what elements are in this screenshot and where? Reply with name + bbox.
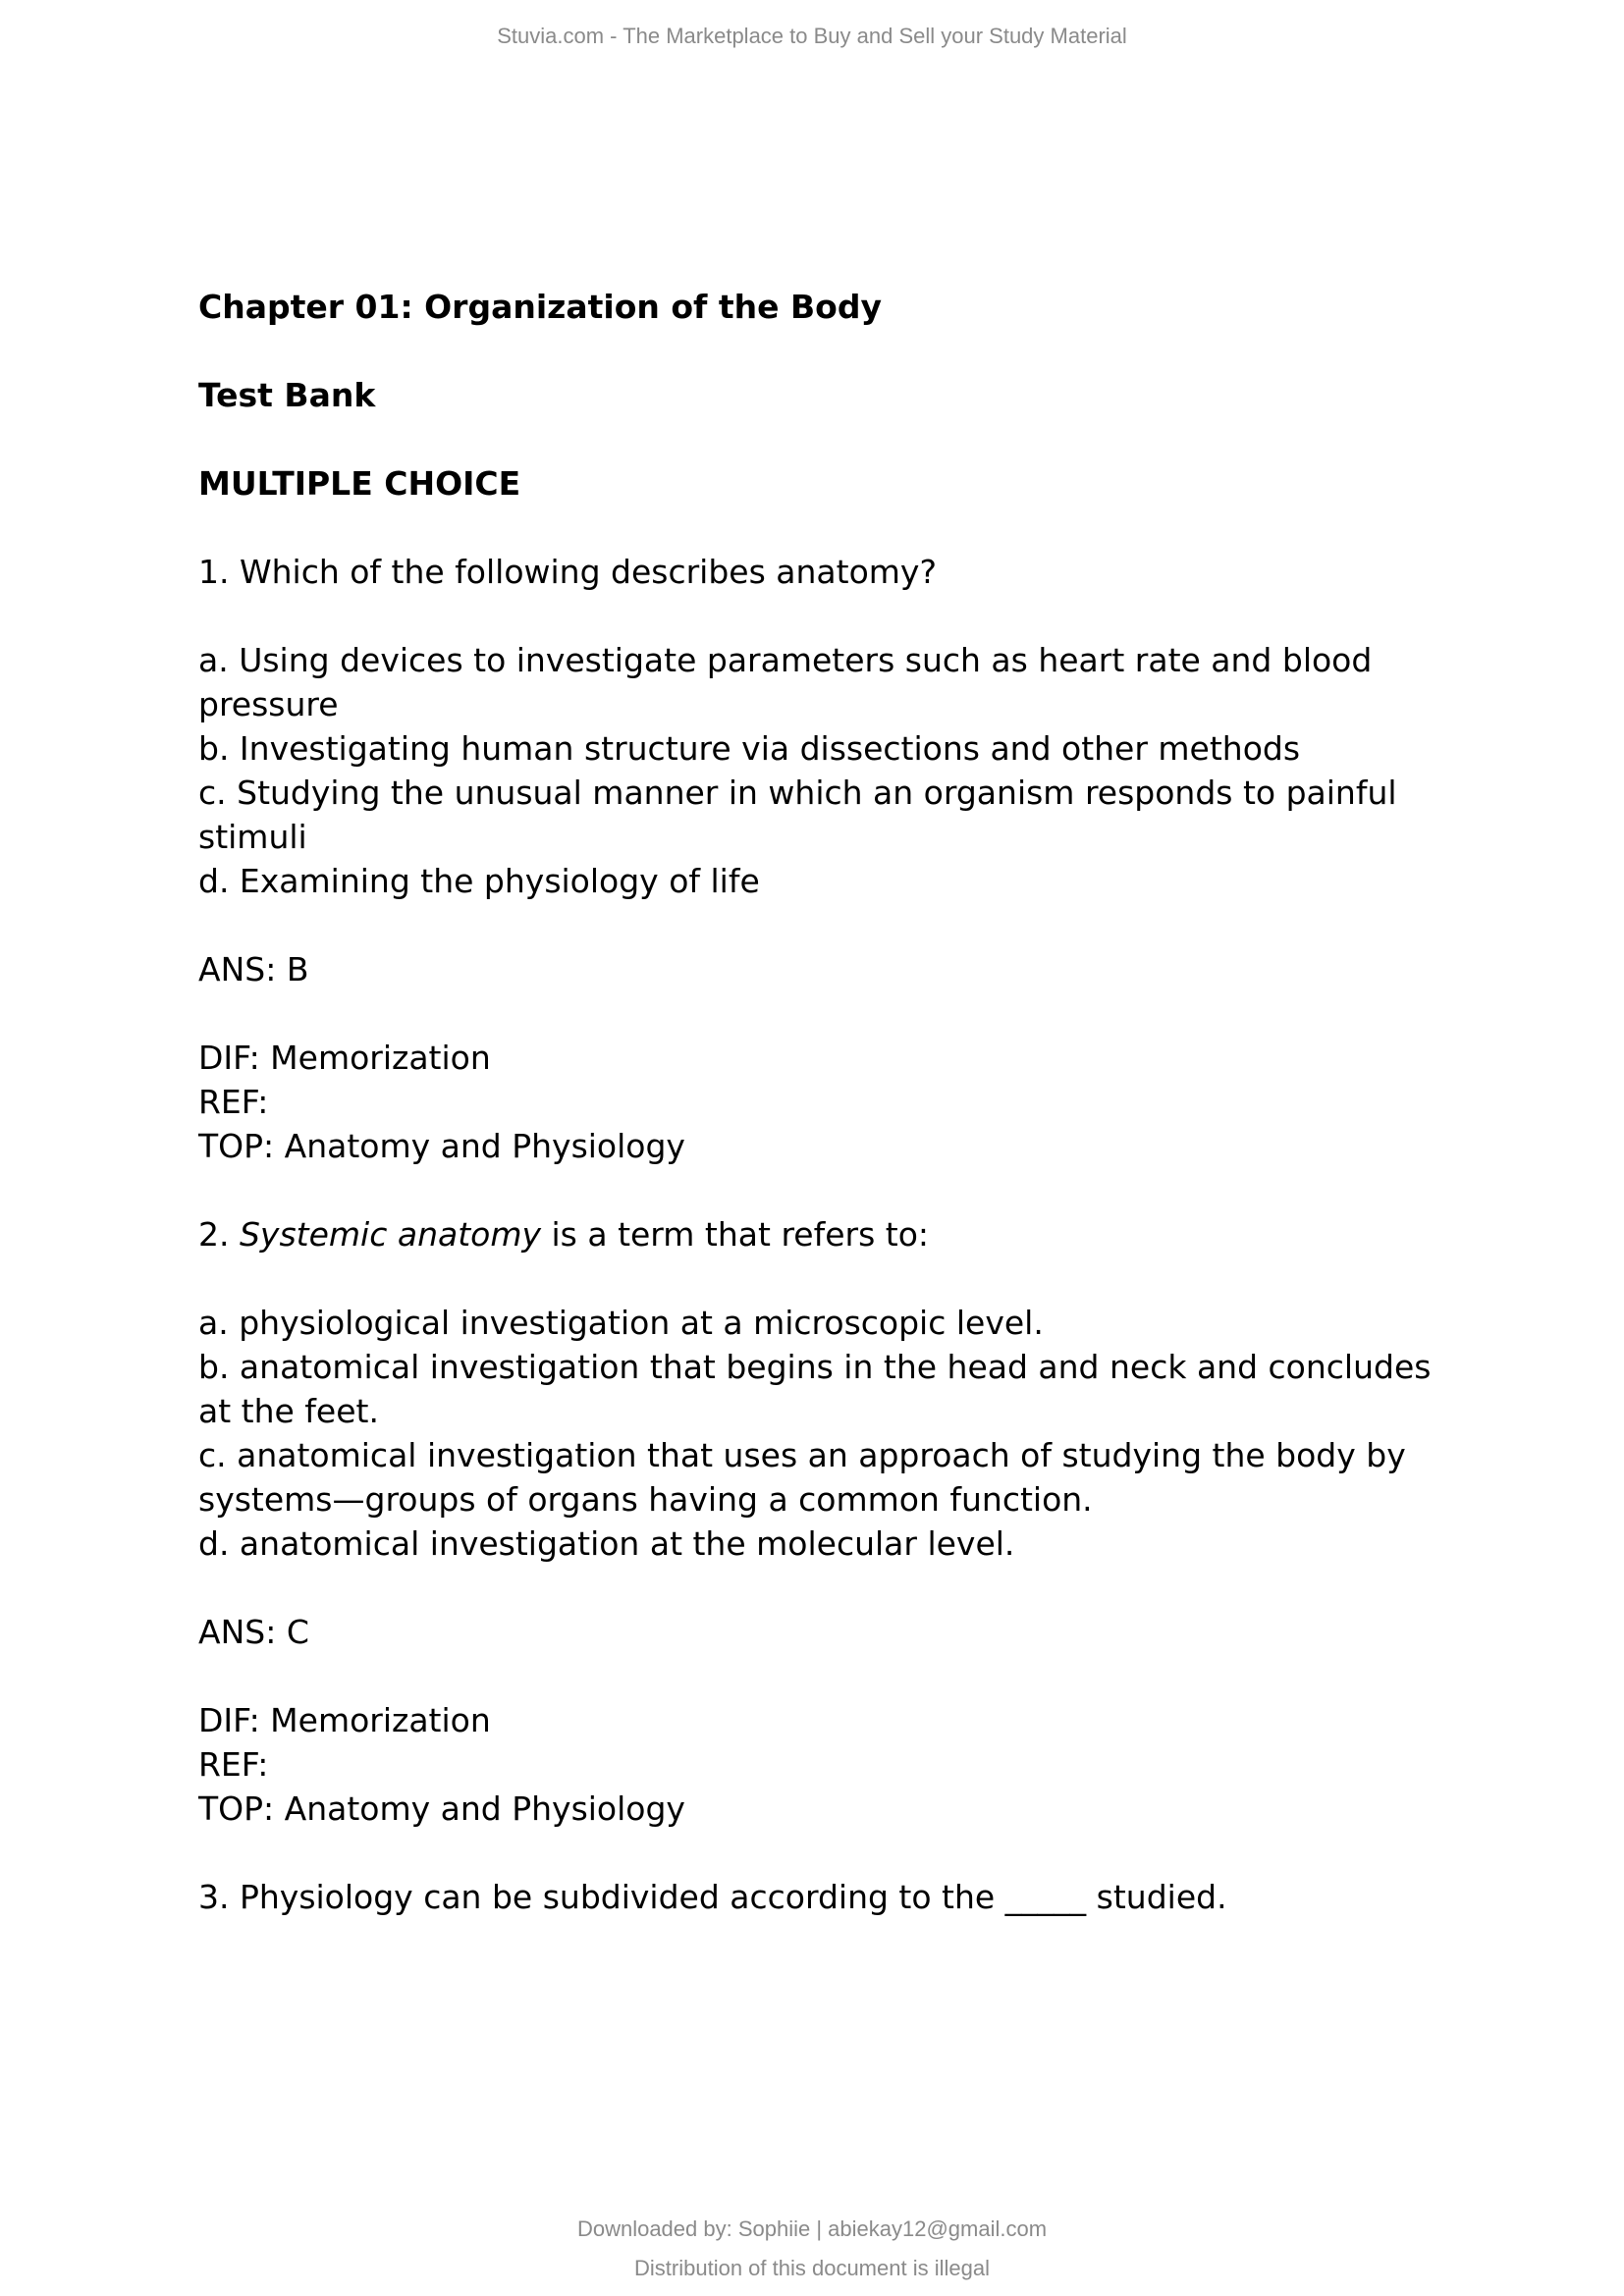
question-2-option-b-cont: at the feet. [198, 1392, 379, 1430]
question-1-option-d: d. Examining the physiology of life [198, 862, 760, 900]
question-2-option-b: b. anatomical investigation that begins in the head and neck and concludes [198, 1348, 1432, 1386]
question-1-difficulty: DIF: Memorization [198, 1039, 491, 1077]
stuvia-watermark: Stuvia.com - The Marketplace to Buy and Sell your Study Material [497, 24, 1127, 48]
question-2-option-a: a. physiological investigation at a microscopic level. [198, 1304, 1044, 1342]
question-2-number: 2. [198, 1215, 240, 1254]
question-2-reference: REF: [198, 1745, 269, 1784]
question-1-option-c: c. Studying the unusual manner in which an organism responds to painful [198, 774, 1397, 812]
question-2-option-c: c. anatomical investigation that uses an approach of studying the body by [198, 1436, 1406, 1474]
question-3-stem: 3. Physiology can be subdivided according to the _____ studied. [198, 1878, 1227, 1916]
question-2-stem-rest: is a term that refers to: [541, 1215, 930, 1254]
question-1-option-a: a. Using devices to investigate parameters such as heart rate and blood [198, 641, 1373, 679]
section-heading: MULTIPLE CHOICE [198, 464, 521, 503]
question-2-answer: ANS: C [198, 1613, 309, 1651]
document-subtitle: Test Bank [198, 376, 376, 414]
question-3 [198, 1875, 1475, 1919]
question-2-term: Systemic anatomy [239, 1215, 542, 1254]
question-2-option-d: d. anatomical investigation at the molecular level. [198, 1524, 1015, 1563]
question-1-option-a-cont: pressure [198, 685, 339, 723]
question-1-reference: REF: [198, 1083, 269, 1121]
question-1-option-c-cont: stimuli [198, 818, 307, 856]
question-2-difficulty: DIF: Memorization [198, 1701, 491, 1739]
question-1-topic: TOP: Anatomy and Physiology [198, 1127, 685, 1165]
footer-downloaded-by: Downloaded by: Sophiie | abiekay12@gmail.com [576, 2216, 1048, 2241]
chapter-title: Chapter 01: Organization of the Body [198, 288, 882, 326]
question-1-option-b: b. Investigating human structure via dissections and other methods [198, 729, 1301, 768]
document-body [198, 285, 1475, 1919]
question-1 [198, 550, 1475, 1168]
question-2-option-c-cont: systems—groups of organs having a common function. [198, 1480, 1093, 1519]
question-2 [198, 1212, 1475, 1831]
question-1-answer: ANS: B [198, 950, 309, 988]
question-2-stem [198, 1212, 1475, 1256]
footer-distribution-notice: Distribution of this document is illegal [634, 2256, 990, 2280]
question-1-stem: 1. Which of the following describes anatomy? [198, 553, 937, 591]
question-2-topic: TOP: Anatomy and Physiology [198, 1789, 685, 1828]
